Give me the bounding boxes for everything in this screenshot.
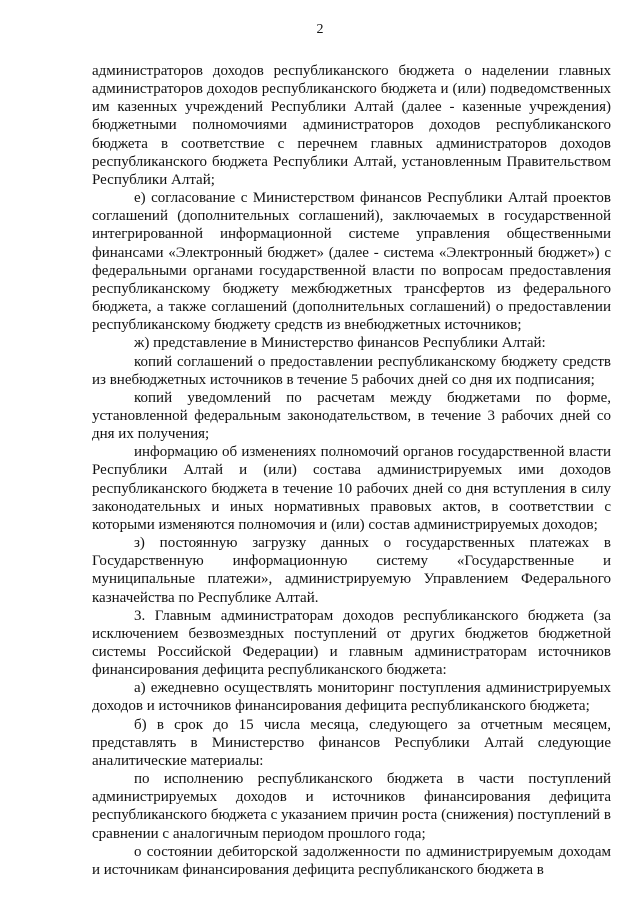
paragraph: б) в срок до 15 числа месяца, следующего за отчетным месяцем, представлять в Министерство финансов Республики Алтай следующие аналитические материалы: <box>92 716 611 769</box>
paragraph: по исполнению республиканского бюджета в части поступлений администрируемых доходов и источников финансирования дефицита республиканского бюджета с указанием причин роста (снижения) поступлений в сравнении с аналогичным периодом прошлого года; <box>92 771 611 842</box>
page-number: 2 <box>316 22 324 37</box>
paragraph: е) согласование с Министерством финансов Республики Алтай проектов соглашений (дополнительных соглашений), заключаемых в государственной интегрированной информационной системе управления общественными финансами «Электронный бюджет» (далее - система «Электронный бюджет») с федеральными органами государственной власти по вопросам предоставления республиканскому бюджету межбюджетных трансфертов из федерального бюджета, а также соглашений (дополнительных соглашений) о предоставлении республиканскому бюджету средств из внебюджетных источников; <box>92 190 611 334</box>
paragraph: а) ежедневно осуществлять мониторинг поступления администрируемых доходов и источников финансирования дефицита республиканского бюджета; <box>92 680 611 715</box>
paragraph: 3. Главным администраторам доходов республиканского бюджета (за исключением безвозмездных поступлений от других бюджетов бюджетной системы Российской Федерации) и главным администраторам источников финансирования дефицита республиканского бюджета: <box>92 607 611 679</box>
paragraph: администраторов доходов республиканского бюджета о наделении главных администраторов доходов республиканского бюджета и (или) подведомственных им казенных учреждений Республики Алтай (далее - казенные учреждения) бюджетными полномочиями администраторов доходов республиканского бюджета в соответствие с перечнем главных администраторов доходов республиканского бюджета Республики Алтай, установленным Правительством Республики Алтай; <box>92 63 611 188</box>
body-text <box>92 62 611 879</box>
paragraph: ж) представление в Министерство финансов Республики Алтай: <box>134 335 546 352</box>
paragraph: о состоянии дебиторской задолженности по администрируемым доходам и источникам финансирования дефицита республиканского бюджета в <box>92 843 611 878</box>
paragraph: информацию об изменениях полномочий органов государственной власти Республики Алтай и (или) состава администрируемых ими доходов республиканского бюджета в течение 10 рабочих дней со дня вступления в силу законодательных и иных нормативных правовых актов, в соответствии с которыми изменяются полномочия и (или) состав администрируемых доходов; <box>92 444 611 533</box>
paragraph: копий уведомлений по расчетам между бюджетами по форме, установленной федеральным законодательством, в течение 3 рабочих дней со дня их получения; <box>92 389 611 443</box>
paragraph: з) постоянную загрузку данных о государственных платежах в Государственную информационную систему «Государственные и муниципальные платежи», администрируемую Управлением Федерального казначейства по Республике Алтай. <box>92 535 611 606</box>
paragraph: копий соглашений о предоставлении республиканскому бюджету средств из внебюджетных источников в течение 5 рабочих дней со дня их подписания; <box>92 353 611 388</box>
